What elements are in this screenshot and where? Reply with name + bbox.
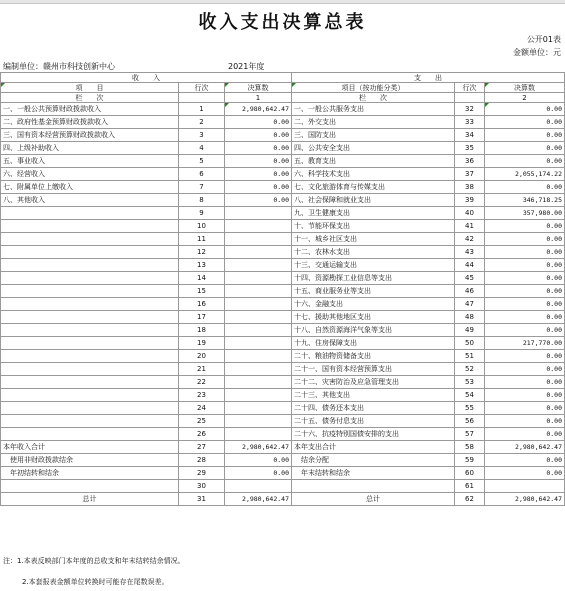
expense-item-cell: 十五、商业服务业等支出 — [292, 285, 455, 298]
income-amount-cell — [225, 220, 292, 233]
expense-amount-cell: 0.00 — [485, 454, 565, 467]
income-item-cell — [1, 389, 179, 402]
expense-amount-cell: 0.00 — [485, 129, 565, 142]
expense-item-header: 项目（按功能分类） — [292, 83, 455, 93]
income-item-cell — [1, 402, 179, 415]
org-label: 编制单位：赣州市科技创新中心 — [3, 62, 115, 71]
expense-item-cell: 一、一般公共服务支出 — [292, 103, 455, 116]
expense-rowno-cell: 58 — [455, 441, 485, 454]
expense-item-cell: 十三、交通运输支出 — [292, 259, 455, 272]
expense-item-cell: 二十六、抗疫特别国债安排的支出 — [292, 428, 455, 441]
expense-rowno-cell: 36 — [455, 155, 485, 168]
expense-amount-cell: 0.00 — [485, 259, 565, 272]
table-row — [1, 272, 565, 285]
income-amount-cell — [225, 259, 292, 272]
income-column-label: 栏 次 — [1, 93, 179, 103]
income-amount-cell: 0.00 — [225, 142, 292, 155]
table-row — [1, 311, 565, 324]
expense-rowno-cell: 46 — [455, 285, 485, 298]
income-item-cell: 一、一般公共预算财政拨款收入 — [1, 103, 179, 116]
expense-amount-cell: 0.00 — [485, 246, 565, 259]
expense-item-cell: 二十一、国有资本经营预算支出 — [292, 363, 455, 376]
table-row — [1, 285, 565, 298]
table-row — [1, 129, 565, 142]
table-row — [1, 168, 565, 181]
income-item-cell: 二、政府性基金预算财政拨款收入 — [1, 116, 179, 129]
year-label: 2021年度 — [228, 62, 265, 71]
expense-amount-cell: 0.00 — [485, 233, 565, 246]
expense-rowno-cell: 35 — [455, 142, 485, 155]
income-item-cell — [1, 428, 179, 441]
table-row — [1, 116, 565, 129]
table-row — [1, 428, 565, 441]
expense-amount-cell: 0.00 — [485, 103, 565, 116]
table-row — [1, 103, 565, 116]
expense-amount-cell: 0.00 — [485, 428, 565, 441]
expense-rowno-cell: 50 — [455, 337, 485, 350]
expense-amount-cell: 0.00 — [485, 142, 565, 155]
income-amount-cell: 0.00 — [225, 155, 292, 168]
income-amount-cell — [225, 363, 292, 376]
expense-item-cell: 十二、农林水支出 — [292, 246, 455, 259]
expense-rowno-cell: 42 — [455, 233, 485, 246]
income-amount-cell — [225, 350, 292, 363]
income-amount-cell: 2,980,642.47 — [225, 441, 292, 454]
expense-rowno-cell: 53 — [455, 376, 485, 389]
income-amount-cell — [225, 207, 292, 220]
expense-rowno-cell: 39 — [455, 194, 485, 207]
table-row — [1, 441, 565, 454]
income-rowno-cell: 2 — [179, 116, 225, 129]
expense-rowno-cell: 41 — [455, 220, 485, 233]
income-amount-cell — [225, 324, 292, 337]
table-row — [1, 155, 565, 168]
income-rowno-cell: 6 — [179, 168, 225, 181]
income-item-cell — [1, 480, 179, 493]
expense-rowno-cell: 47 — [455, 298, 485, 311]
expense-item-cell: 结余分配 — [292, 454, 455, 467]
expense-item-cell: 二十五、债务付息支出 — [292, 415, 455, 428]
income-amount-cell: 0.00 — [225, 194, 292, 207]
expense-col-index: 2 — [485, 93, 565, 103]
income-amount-cell: 0.00 — [225, 467, 292, 480]
table-row — [1, 259, 565, 272]
expense-rowno-cell: 48 — [455, 311, 485, 324]
expense-rowno-cell: 52 — [455, 363, 485, 376]
income-amount-cell — [225, 389, 292, 402]
table-row — [1, 480, 565, 493]
expense-amount-header: 决算数 — [485, 83, 565, 93]
income-rowno-cell: 18 — [179, 324, 225, 337]
income-amount-cell: 0.00 — [225, 181, 292, 194]
table-row — [1, 220, 565, 233]
expense-item-cell: 二十二、灾害防治及应急管理支出 — [292, 376, 455, 389]
income-item-cell: 七、附属单位上缴收入 — [1, 181, 179, 194]
income-amount-cell: 0.00 — [225, 168, 292, 181]
expense-amount-cell: 0.00 — [485, 181, 565, 194]
table-row — [1, 376, 565, 389]
income-amount-cell — [225, 233, 292, 246]
expense-amount-cell: 0.00 — [485, 324, 565, 337]
income-amount-cell — [225, 246, 292, 259]
income-rowno-cell: 23 — [179, 389, 225, 402]
expense-amount-cell: 0.00 — [485, 363, 565, 376]
total-rowno-income: 31 — [179, 493, 225, 506]
expense-header: 支 出 — [292, 73, 565, 83]
income-item-cell — [1, 415, 179, 428]
expense-item-cell: 三、国防支出 — [292, 129, 455, 142]
expense-rowno-cell: 33 — [455, 116, 485, 129]
expense-amount-cell: 0.00 — [485, 298, 565, 311]
expense-amount-cell: 346,718.25 — [485, 194, 565, 207]
income-item-cell: 四、上级补助收入 — [1, 142, 179, 155]
income-rowno-cell: 25 — [179, 415, 225, 428]
income-item-cell: 本年收入合计 — [1, 441, 179, 454]
income-amount-cell — [225, 298, 292, 311]
expense-rowno-cell: 43 — [455, 246, 485, 259]
income-rowno-cell: 26 — [179, 428, 225, 441]
income-item-cell — [1, 376, 179, 389]
table-row — [1, 142, 565, 155]
table-row — [1, 194, 565, 207]
report-title: 收入支出决算总表 — [198, 12, 367, 33]
expense-amount-cell: 0.00 — [485, 155, 565, 168]
expense-rowno-cell: 56 — [455, 415, 485, 428]
expense-column-label: 栏 次 — [292, 93, 455, 103]
expense-item-cell — [292, 480, 455, 493]
expense-item-cell: 二十、粮油物资储备支出 — [292, 350, 455, 363]
expense-rowno-cell: 54 — [455, 389, 485, 402]
income-item-cell — [1, 259, 179, 272]
income-amount-cell — [225, 480, 292, 493]
income-rowno-cell: 1 — [179, 103, 225, 116]
form-code: 公开01表 — [526, 35, 561, 44]
total-row — [1, 493, 565, 506]
expense-amount-cell: 0.00 — [485, 376, 565, 389]
income-rowno-header: 行次 — [179, 83, 225, 93]
income-rowno-cell: 3 — [179, 129, 225, 142]
income-rowno-cell: 12 — [179, 246, 225, 259]
total-amount-income: 2,980,642.47 — [225, 493, 292, 506]
expense-item-cell: 二十三、其他支出 — [292, 389, 455, 402]
blank-cell — [455, 93, 485, 103]
expense-item-cell: 二、外交支出 — [292, 116, 455, 129]
income-rowno-cell: 5 — [179, 155, 225, 168]
income-rowno-cell: 11 — [179, 233, 225, 246]
income-amount-cell — [225, 376, 292, 389]
expense-item-cell: 五、教育支出 — [292, 155, 455, 168]
unit-label: 金额单位：元 — [513, 48, 561, 57]
expense-item-cell: 八、社会保障和就业支出 — [292, 194, 455, 207]
income-amount-cell — [225, 311, 292, 324]
income-item-cell — [1, 350, 179, 363]
expense-amount-cell: 0.00 — [485, 389, 565, 402]
total-label-income: 总计 — [1, 493, 179, 506]
income-item-cell — [1, 337, 179, 350]
table-row — [1, 415, 565, 428]
income-amount-cell: 0.00 — [225, 116, 292, 129]
income-header: 收 入 — [1, 73, 292, 83]
expense-item-cell: 十七、援助其他地区支出 — [292, 311, 455, 324]
income-item-cell — [1, 207, 179, 220]
expense-amount-cell: 0.00 — [485, 402, 565, 415]
total-label-expense: 总计 — [292, 493, 455, 506]
income-item-cell: 五、事业收入 — [1, 155, 179, 168]
expense-rowno-cell: 34 — [455, 129, 485, 142]
table-row — [1, 233, 565, 246]
expense-amount-cell: 0.00 — [485, 220, 565, 233]
expense-amount-cell: 0.00 — [485, 285, 565, 298]
expense-rowno-cell: 32 — [455, 103, 485, 116]
expense-rowno-cell: 37 — [455, 168, 485, 181]
expense-rowno-cell: 49 — [455, 324, 485, 337]
expense-rowno-cell: 44 — [455, 259, 485, 272]
income-rowno-cell: 16 — [179, 298, 225, 311]
income-rowno-cell: 7 — [179, 181, 225, 194]
expense-rowno-cell: 38 — [455, 181, 485, 194]
income-amount-cell: 0.00 — [225, 454, 292, 467]
income-amount-cell — [225, 337, 292, 350]
expense-item-cell: 十一、城乡社区支出 — [292, 233, 455, 246]
income-rowno-cell: 24 — [179, 402, 225, 415]
total-rowno-expense: 62 — [455, 493, 485, 506]
income-rowno-cell: 9 — [179, 207, 225, 220]
income-item-cell — [1, 233, 179, 246]
income-item-cell: 年初结转和结余 — [1, 467, 179, 480]
income-rowno-cell: 27 — [179, 441, 225, 454]
income-rowno-cell: 21 — [179, 363, 225, 376]
income-item-cell — [1, 363, 179, 376]
income-rowno-cell: 30 — [179, 480, 225, 493]
income-item-cell — [1, 285, 179, 298]
income-rowno-cell: 4 — [179, 142, 225, 155]
income-amount-cell — [225, 415, 292, 428]
expense-amount-cell: 0.00 — [485, 415, 565, 428]
income-rowno-cell: 19 — [179, 337, 225, 350]
expense-amount-cell: 217,770.00 — [485, 337, 565, 350]
table-row — [1, 298, 565, 311]
table-row — [1, 207, 565, 220]
income-expense-table — [0, 72, 565, 506]
expense-item-cell: 六、科学技术支出 — [292, 168, 455, 181]
column-header-row — [1, 83, 565, 93]
expense-item-cell: 年末结转和结余 — [292, 467, 455, 480]
expense-amount-cell: 0.00 — [485, 311, 565, 324]
expense-item-cell: 十四、资源勘探工业信息等支出 — [292, 272, 455, 285]
income-amount-cell — [225, 402, 292, 415]
expense-rowno-cell: 61 — [455, 480, 485, 493]
expense-item-cell: 十、节能环保支出 — [292, 220, 455, 233]
income-item-cell — [1, 246, 179, 259]
table-row — [1, 389, 565, 402]
expense-amount-cell: 2,980,642.47 — [485, 441, 565, 454]
table-row — [1, 454, 565, 467]
income-rowno-cell: 29 — [179, 467, 225, 480]
income-item-cell: 六、经营收入 — [1, 168, 179, 181]
income-item-cell: 三、国有资本经营预算财政拨款收入 — [1, 129, 179, 142]
income-amount-header: 决算数 — [225, 83, 292, 93]
expense-amount-cell: 0.00 — [485, 116, 565, 129]
expense-item-cell: 九、卫生健康支出 — [292, 207, 455, 220]
note-1: 注：1.本表反映部门本年度的总收支和年末结转结余情况。 — [3, 557, 185, 565]
note-2: 2.本套报表金额单位转换时可能存在尾数误差。 — [22, 578, 169, 586]
income-item-cell: 八、其他收入 — [1, 194, 179, 207]
income-rowno-cell: 15 — [179, 285, 225, 298]
income-rowno-cell: 10 — [179, 220, 225, 233]
income-item-cell: 使用非财政拨款结余 — [1, 454, 179, 467]
income-amount-cell — [225, 285, 292, 298]
expense-item-cell: 七、文化旅游体育与传媒支出 — [292, 181, 455, 194]
table-row — [1, 402, 565, 415]
income-rowno-cell: 8 — [179, 194, 225, 207]
table-row — [1, 246, 565, 259]
income-rowno-cell: 28 — [179, 454, 225, 467]
expense-amount-cell: 357,980.00 — [485, 207, 565, 220]
total-amount-expense: 2,980,642.47 — [485, 493, 565, 506]
income-rowno-cell: 20 — [179, 350, 225, 363]
income-rowno-cell: 17 — [179, 311, 225, 324]
income-rowno-cell: 14 — [179, 272, 225, 285]
expense-rowno-cell: 57 — [455, 428, 485, 441]
table-row — [1, 363, 565, 376]
income-item-cell — [1, 311, 179, 324]
expense-rowno-cell: 60 — [455, 467, 485, 480]
top-strip — [0, 0, 565, 4]
income-item-cell — [1, 220, 179, 233]
expense-amount-cell — [485, 480, 565, 493]
income-item-cell — [1, 324, 179, 337]
income-item-cell — [1, 298, 179, 311]
expense-rowno-cell: 40 — [455, 207, 485, 220]
expense-item-cell: 十八、自然资源海洋气象等支出 — [292, 324, 455, 337]
expense-rowno-cell: 55 — [455, 402, 485, 415]
table-row — [1, 337, 565, 350]
income-rowno-cell: 13 — [179, 259, 225, 272]
column-index-row — [1, 93, 565, 103]
income-amount-cell — [225, 428, 292, 441]
expense-rowno-cell: 59 — [455, 454, 485, 467]
blank-cell — [179, 93, 225, 103]
income-rowno-cell: 22 — [179, 376, 225, 389]
income-item-cell — [1, 272, 179, 285]
expense-rowno-header: 行次 — [455, 83, 485, 93]
expense-amount-cell: 0.00 — [485, 467, 565, 480]
expense-amount-cell: 2,055,174.22 — [485, 168, 565, 181]
expense-item-cell: 十六、金融支出 — [292, 298, 455, 311]
income-col-index: 1 — [225, 93, 292, 103]
expense-item-cell: 十九、住房保障支出 — [292, 337, 455, 350]
income-amount-cell — [225, 272, 292, 285]
expense-amount-cell: 0.00 — [485, 272, 565, 285]
table-row — [1, 181, 565, 194]
income-amount-cell: 0.00 — [225, 129, 292, 142]
expense-item-cell: 二十四、债务还本支出 — [292, 402, 455, 415]
expense-amount-cell: 0.00 — [485, 350, 565, 363]
expense-item-cell: 四、公共安全支出 — [292, 142, 455, 155]
income-item-header: 项 目 — [1, 83, 179, 93]
table-row — [1, 324, 565, 337]
table-row — [1, 350, 565, 363]
expense-item-cell: 本年支出合计 — [292, 441, 455, 454]
section-header-row — [1, 73, 565, 83]
expense-rowno-cell: 51 — [455, 350, 485, 363]
table-row — [1, 467, 565, 480]
income-amount-cell: 2,980,642.47 — [225, 103, 292, 116]
expense-rowno-cell: 45 — [455, 272, 485, 285]
